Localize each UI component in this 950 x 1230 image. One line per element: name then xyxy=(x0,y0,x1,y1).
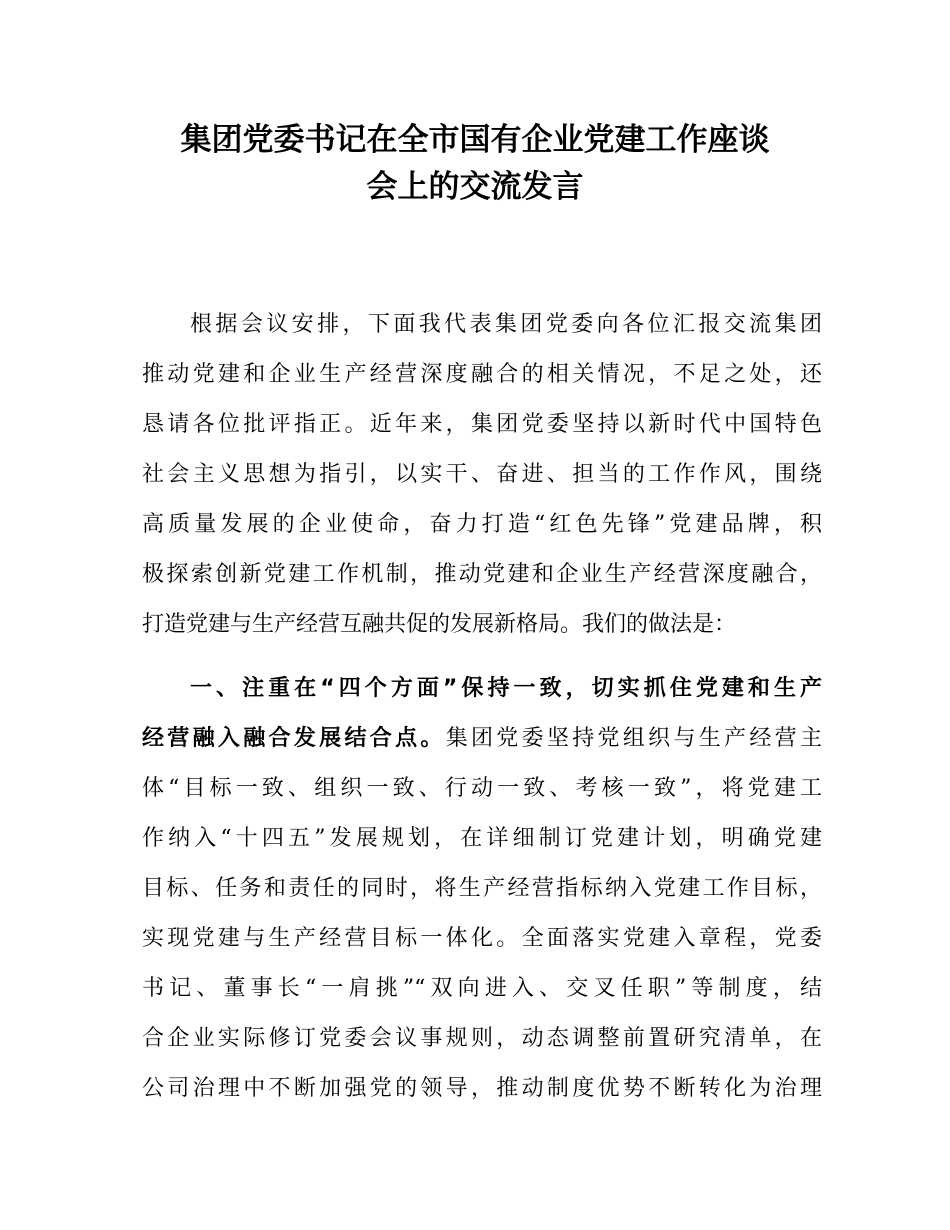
section-1-text-start: 集团党委坚持党组织与生产经营主 xyxy=(445,726,822,751)
paragraph-line: 作纳入“十四五”发展规划，在详细制订党建计划，明确党建 xyxy=(142,826,822,851)
paragraph-line: 实现党建与生产经营目标一体化。全面落实党建入章程，党委 xyxy=(142,926,822,951)
document-title-line-1: 集团党委书记在全市国有企业党建工作座谈 xyxy=(180,122,770,158)
paragraph-line: 推动党建和企业生产经营深度融合的相关情况，不足之处，还 xyxy=(142,362,822,387)
paragraph-line: 公司治理中不断加强党的领导，推动制度优势不断转化为治理 xyxy=(142,1076,822,1101)
paragraph-line: 极探索创新党建工作机制，推动党建和企业生产经营深度融合， xyxy=(142,562,822,587)
paragraph-line: 书记、董事长“一肩挑”“双向进入、交叉任职”等制度，结 xyxy=(142,976,822,1001)
paragraph-line: 根据会议安排，下面我代表集团党委向各位汇报交流集团 xyxy=(190,312,822,337)
paragraph-line: 体“目标一致、组织一致、行动一致、考核一致”，将党建工 xyxy=(142,776,822,801)
paragraph-line: 社会主义思想为指引，以实干、奋进、担当的工作作风，围绕 xyxy=(142,462,822,487)
document-title-line-2: 会上的交流发言 xyxy=(366,169,584,205)
section-1-heading-line-2 xyxy=(142,714,822,764)
paragraph-line: 打造党建与生产经营互融共促的发展新格局。我们的做法是： xyxy=(142,612,737,637)
section-1-heading-continuation: 经营融入融合发展结合点。 xyxy=(142,726,446,751)
paragraph-line: 合企业实际修订党委会议事规则，动态调整前置研究清单，在 xyxy=(142,1026,822,1051)
section-1-heading: 一、注重在“四个方面”保持一致，切实抓住党建和生产 xyxy=(190,676,822,701)
paragraph-line: 恳请各位批评指正。近年来，集团党委坚持以新时代中国特色 xyxy=(142,412,822,437)
paragraph-line: 高质量发展的企业使命，奋力打造“红色先锋”党建品牌，积 xyxy=(142,512,822,537)
paragraph-line: 目标、任务和责任的同时，将生产经营指标纳入党建工作目标， xyxy=(142,876,822,901)
